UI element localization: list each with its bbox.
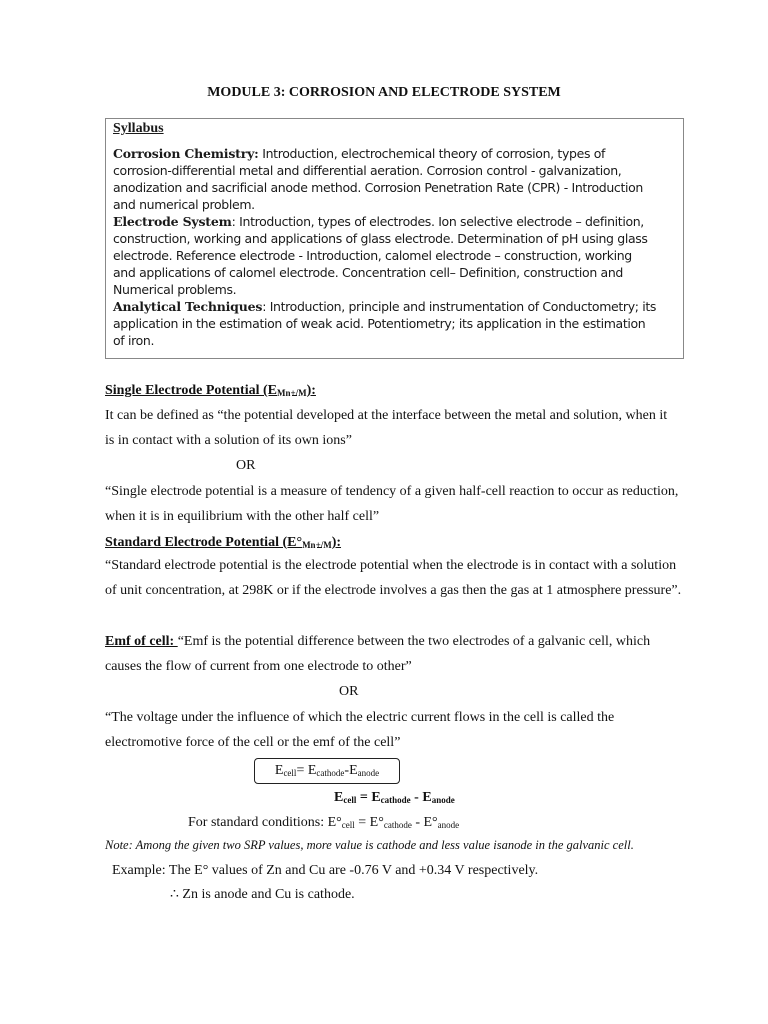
sep-def2-line2: when it is in equilibrium with the other half cell” [105,509,380,524]
eq1-cell-sub: cell [283,768,297,778]
therefore-symbol: ∴ [170,887,179,902]
emf-line2: causes the flow of current from one electrode to other” [105,659,412,674]
eq2-e3: E [422,790,432,805]
electrode-text-5: Numerical problems. [113,282,237,297]
eq1-equals: = [296,763,308,778]
corrosion-chemistry-label: Corrosion Chemistry: [113,146,259,161]
standard-line2: of unit concentration, at 298K or if the electrode involves a gas then the gas at 1 atmosphere pressure”. [105,583,682,598]
eq1-cathode-sub: cathode [316,768,345,778]
sep-heading-text: Single Electrode Potential (E [105,383,277,398]
electrode-text-4: and applications of calomel electrode. Concentration cell– Definition, construction and [113,265,624,280]
eq2-equals: = [356,790,372,805]
sep-or: OR [236,458,256,473]
corrosion-text-2: corrosion-differential metal and differential aeration. Corrosion control - galvanization, [113,163,622,178]
std-heading-text: Standard Electrode Potential (E° [105,535,303,550]
electrode-system-label: Electrode System [113,214,232,229]
eq1-e2: E [307,763,317,778]
analytical-techniques-label: Analytical Techniques [113,299,263,314]
std-heading-end: ): [331,535,342,550]
syllabus-electrode-line-1 [113,214,644,229]
emf-equation-bold [334,790,455,806]
sep-def1-line1: It can be defined as “the potential developed at the interface between the metal and solution, when it [105,408,668,423]
electrode-text-2: construction, working and applications of glass electrode. Determination of pH using glass [113,231,648,246]
analytical-text-1: : Introduction, principle and instrumentation of Conductometry; its [262,299,657,314]
eq2-cell-sub: cell [343,795,357,805]
eq1-minus: - [344,763,350,778]
corrosion-text-3: anodization and sacrificial anode method. Corrosion Penetration Rate (CPR) - Introduction [113,180,643,195]
example-line1: Example: The E° values of Zn and Cu are -0.76 V and +0.34 V respectively. [112,863,539,878]
syllabus-heading: Syllabus [113,121,164,136]
eq2-cathode-sub: cathode [380,795,411,805]
example-conclusion: Zn is anode and Cu is cathode. [178,887,355,902]
eq3-cathode-sub: cathode [383,820,412,830]
emf-line1-text: “Emf is the potential difference between the two electrodes of a galvanic cell, which [177,634,651,649]
electrode-text-1: : Introduction, types of electrodes. Ion selective electrode – definition, [231,214,644,229]
emf-equation-box [254,758,400,784]
emf-line4: electromotive force of the cell or the emf of the cell” [105,735,401,750]
emf-heading: Emf of cell: [105,634,178,649]
corrosion-text-1: Introduction, electrochemical theory of corrosion, types of [258,146,606,161]
corrosion-text-4: and numerical problem. [113,197,255,212]
standard-line1: “Standard electrode potential is the electrode potential when the electrode is in contact with a solution [105,558,677,573]
electrode-text-3: electrode. Reference electrode - Introduction, calomel electrode – construction, working [113,248,632,263]
syllabus-corrosion-line-1 [113,146,605,161]
std-cond-label: For standard conditions: [188,815,328,830]
eq3-cell-sub: cell [341,820,355,830]
eq2-e: E [334,790,344,805]
eq1-e: E [274,763,284,778]
eq2-e2: E [371,790,381,805]
eq2-anode-sub: anode [431,795,455,805]
sep-def2-line1: “Single electrode potential is a measure of tendency of a given half-cell reaction to occur as reduction, [105,484,679,499]
standard-electrode-heading [105,535,341,551]
eq3-e: E° [327,815,342,830]
std-heading-sub: Mn+/M [302,540,332,550]
page-title: MODULE 3: CORROSION AND ELECTRODE SYSTEM [207,85,561,100]
eq2-minus: - [410,790,423,805]
standard-conditions-equation [188,815,459,831]
eq1-anode-sub: anode [357,768,380,778]
emf-or: OR [339,684,359,699]
eq3-e3: E° [423,815,438,830]
sep-heading-end: ): [306,383,316,398]
example-line2 [170,886,355,903]
sep-heading-sub: Mn+/M [277,388,307,398]
eq3-anode-sub: anode [437,820,460,830]
eq1-e3: E [349,763,358,778]
single-electrode-heading [105,383,316,399]
emf-line1 [105,634,650,650]
syllabus-analytical-line-1 [113,299,656,314]
emf-line3: “The voltage under the influence of which the electric current flows in the cell is called the [105,710,615,725]
analytical-text-2: application in the estimation of weak acid. Potentiometry; its application in the estimation [113,316,646,331]
eq3-minus: - [411,815,424,830]
sep-def1-line2: is in contact with a solution of its own ions” [105,433,352,448]
eq3-equals: = [354,815,370,830]
srp-note: Note: Among the given two SRP values, more value is cathode and less value isanode in the galvanic cell. [105,838,634,852]
analytical-text-3: of iron. [113,333,155,348]
eq3-e2: E° [369,815,384,830]
